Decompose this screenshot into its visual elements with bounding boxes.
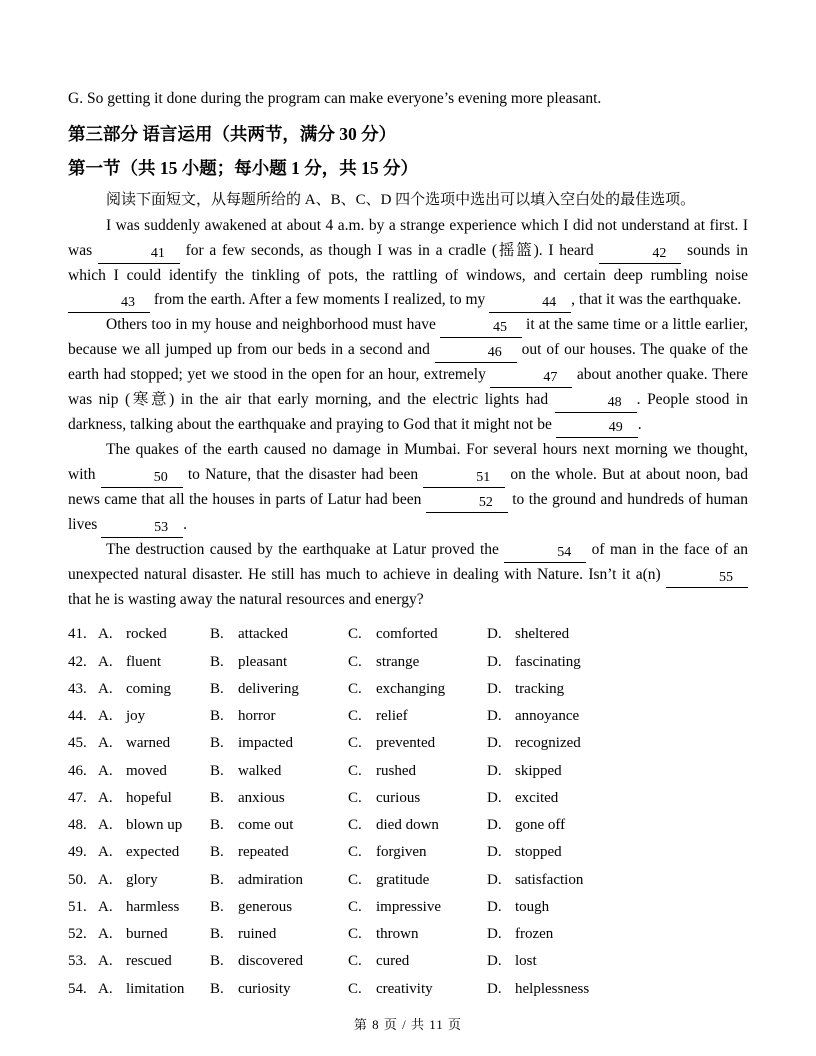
cloze-blank-45: 45 [440,320,522,338]
option-54-B [210,976,348,1003]
option-42-D [487,649,748,676]
option-letter: C. [348,680,362,697]
option-text: repeated [238,844,289,861]
option-49-D [487,839,748,866]
option-letter: D. [487,708,502,725]
option-letter: B. [210,708,224,725]
option-letter: C. [348,898,362,915]
option-row-51 [68,894,748,921]
option-row-45 [68,730,748,757]
option-letter: C. [348,789,362,806]
option-51-C [348,894,487,921]
option-52-A [68,921,210,948]
instructions-text: 阅读下面短文，从每题所给的 A、B、C、D 四个选项中选出可以填入空白处的最佳选项。 [106,192,696,208]
option-47-A [68,785,210,812]
passage-paragraph: The quakes of the earth caused no damage in Mumbai. For several hours next morning we thought, with 50 to Nature, that the disaster had been 51 on the whole. But at about noon, bad news came that all the houses in parts of Latur had been 52 to the ground and hundreds of human lives 53 . [68,438,748,538]
option-letter: D. [487,926,502,943]
option-text: walked [238,762,282,779]
option-47-D [487,785,748,812]
option-41-D [487,621,748,648]
option-text: glory [126,871,158,888]
cloze-blank-51: 51 [423,470,505,488]
option-44-A [68,703,210,730]
cloze-blank-42: 42 [599,246,681,264]
option-text: skipped [515,762,562,779]
passage-paragraph: I was suddenly awakened at about 4 a.m. by a strange experience which I did not understand at first. I was 41 for a few seconds, as though I was in a cradle (摇篮). I heard 42 sounds in which I could identify the tinkling of pots, the rattling of windows, and certain deep rumbling noise 43 from the earth. After a few moments I realized, to my 44 , that it was the earthquake. [68,214,748,313]
cloze-passage [68,214,748,612]
option-text: harmless [126,898,180,915]
option-text: generous [238,898,293,915]
option-item-g: G. So getting it done during the program can make everyone’s evening more pleasant. [68,90,602,107]
option-letter: A. [98,871,113,888]
option-41-A [68,621,210,648]
option-text: gone off [515,817,566,834]
option-letter: D. [487,871,502,888]
option-text: rescued [126,953,172,970]
option-letter: A. [98,980,113,997]
option-letter: C. [348,626,362,643]
option-letter: C. [348,653,362,670]
option-51-A [68,894,210,921]
option-text: cured [376,953,410,970]
option-48-A [68,812,210,839]
option-text: blown up [126,817,183,834]
option-48-B [210,812,348,839]
part-heading: 第三部分 语言运用（共两节，满分 30 分） [68,124,397,144]
option-41-C [348,621,487,648]
option-letter: B. [210,953,224,970]
option-text: come out [238,817,294,834]
option-text: satisfaction [515,871,584,888]
question-number: 54. [68,980,87,997]
section-heading: 第一节（共 15 小题；每小题 1 分，共 15 分） [68,158,418,178]
option-letter: A. [98,653,113,670]
option-letter: B. [210,680,224,697]
option-text: warned [126,735,171,752]
option-letter: B. [210,926,224,943]
option-text: tracking [515,680,565,697]
option-letter: C. [348,817,362,834]
question-number: 51. [68,898,87,915]
option-letter: D. [487,980,502,997]
option-letter: C. [348,926,362,943]
option-text: strange [376,653,420,670]
option-text: annoyance [515,708,580,725]
option-letter: A. [98,708,113,725]
option-text: comforted [376,626,438,643]
option-row-54 [68,976,748,1003]
option-letter: D. [487,789,502,806]
option-text: fascinating [515,653,581,670]
option-text: stopped [515,844,562,861]
option-letter: C. [348,953,362,970]
option-text: pleasant [238,653,288,670]
option-50-D [487,867,748,894]
option-letter: B. [210,817,224,834]
option-text: joy [126,708,146,725]
option-text: thrown [376,926,419,943]
cloze-blank-52: 52 [426,495,508,513]
option-text: prevented [376,735,436,752]
option-42-C [348,649,487,676]
option-43-B [210,676,348,703]
option-text: exchanging [376,680,446,697]
option-text: died down [376,817,439,834]
option-text: anxious [238,789,285,806]
option-letter: A. [98,735,113,752]
option-54-A [68,976,210,1003]
option-49-B [210,839,348,866]
question-number: 41. [68,626,87,643]
option-letter: A. [98,680,113,697]
page-number-footer: 第 8 页 / 共 11 页 [353,1016,463,1032]
option-text: hopeful [126,789,172,806]
cloze-blank-54: 54 [504,545,586,563]
option-43-C [348,676,487,703]
option-41-B [210,621,348,648]
option-text: limitation [126,980,185,997]
option-letter: D. [487,653,502,670]
question-number: 50. [68,871,87,888]
option-42-B [210,649,348,676]
option-51-D [487,894,748,921]
option-letter: B. [210,844,224,861]
option-letter: C. [348,708,362,725]
option-letter: D. [487,844,502,861]
option-43-A [68,676,210,703]
option-letter: D. [487,762,502,779]
option-46-A [68,758,210,785]
passage-paragraph: Others too in my house and neighborhood must have 45 it at the same time or a little earlier, because we all jumped up from our beds in a second and 46 out of our houses. The quake of the earth had stopped; yet we stood in the open for an hour, extremely 47 about another quake. There was nip (寒意) in the air that early morning, and the electric lights had 48 . People stood in darkness, talking about the earthquake and praying to God that it might not be 49 . [68,313,748,438]
cloze-blank-43: 43 [68,295,150,313]
option-text: discovered [238,953,303,970]
option-text: sheltered [515,626,570,643]
option-letter: C. [348,844,362,861]
option-text: curious [376,789,421,806]
option-text: expected [126,844,180,861]
option-letter: B. [210,871,224,888]
option-text: horror [238,708,276,725]
option-letter: A. [98,789,113,806]
option-row-43 [68,676,748,703]
option-47-C [348,785,487,812]
option-letter: A. [98,844,113,861]
option-letter: B. [210,898,224,915]
option-text: delivering [238,680,299,697]
option-46-D [487,758,748,785]
passage-paragraph: The destruction caused by the earthquake at Latur proved the 54 of man in the face of an unexpected natural disaster. He still has much to achieve in dealing with Nature. Isn’t it a(n) 55 that he is wasting away the natural resources and energy? [68,540,748,608]
option-letter: C. [348,735,362,752]
option-text: admiration [238,871,303,888]
option-48-D [487,812,748,839]
option-text: rocked [126,626,167,643]
question-number: 43. [68,680,87,697]
question-number: 46. [68,762,87,779]
option-row-44 [68,703,748,730]
option-42-A [68,649,210,676]
option-49-C [348,839,487,866]
question-number: 48. [68,817,87,834]
option-letter: D. [487,680,502,697]
question-number: 53. [68,953,87,970]
option-text: coming [126,680,171,697]
option-text: excited [515,789,559,806]
option-52-D [487,921,748,948]
option-45-C [348,730,487,757]
option-48-C [348,812,487,839]
cloze-blank-47: 47 [490,370,572,388]
option-text: attacked [238,626,288,643]
option-text: impacted [238,735,293,752]
option-49-A [68,839,210,866]
option-52-B [210,921,348,948]
option-letter: B. [210,980,224,997]
option-letter: C. [348,871,362,888]
option-53-D [487,948,748,975]
option-letter: A. [98,762,113,779]
option-45-B [210,730,348,757]
options-table [68,621,748,1003]
option-text: frozen [515,926,554,943]
option-letter: D. [487,626,502,643]
option-44-B [210,703,348,730]
cloze-blank-55: 55 [666,570,748,588]
option-text: moved [126,762,167,779]
option-text: fluent [126,653,161,670]
cloze-blank-50: 50 [101,470,183,488]
option-letter: D. [487,817,502,834]
option-row-52 [68,921,748,948]
option-text: curiosity [238,980,291,997]
option-54-C [348,976,487,1003]
option-53-C [348,948,487,975]
option-letter: B. [210,762,224,779]
question-number: 44. [68,708,87,725]
option-row-48 [68,812,748,839]
option-53-A [68,948,210,975]
option-51-B [210,894,348,921]
option-letter: A. [98,926,113,943]
option-text: relief [376,708,408,725]
option-46-C [348,758,487,785]
option-row-49 [68,839,748,866]
option-text: lost [515,953,537,970]
option-44-C [348,703,487,730]
option-letter: B. [210,735,224,752]
option-text: recognized [515,735,581,752]
option-letter: C. [348,762,362,779]
option-53-B [210,948,348,975]
option-text: creativity [376,980,433,997]
option-row-53 [68,948,748,975]
option-46-B [210,758,348,785]
option-text: forgiven [376,844,427,861]
option-letter: D. [487,953,502,970]
question-number: 42. [68,653,87,670]
option-letter: A. [98,817,113,834]
option-letter: B. [210,626,224,643]
option-45-D [487,730,748,757]
option-47-B [210,785,348,812]
cloze-blank-48: 48 [555,395,637,413]
option-letter: B. [210,653,224,670]
option-letter: C. [348,980,362,997]
cloze-blank-41: 41 [98,246,180,264]
question-number: 47. [68,789,87,806]
option-44-D [487,703,748,730]
option-text: tough [515,898,550,915]
cloze-blank-49: 49 [556,420,638,438]
option-row-42 [68,649,748,676]
option-text: helplessness [515,980,590,997]
option-52-C [348,921,487,948]
option-letter: B. [210,789,224,806]
cloze-blank-53: 53 [101,520,183,538]
option-row-47 [68,785,748,812]
option-letter: A. [98,626,113,643]
question-number: 45. [68,735,87,752]
cloze-blank-44: 44 [489,295,571,313]
option-text: impressive [376,898,441,915]
option-text: gratitude [376,871,430,888]
option-50-B [210,867,348,894]
question-number: 49. [68,844,87,861]
option-43-D [487,676,748,703]
option-letter: A. [98,953,113,970]
option-54-D [487,976,748,1003]
option-row-46 [68,758,748,785]
option-letter: A. [98,898,113,915]
option-50-C [348,867,487,894]
option-row-50 [68,867,748,894]
option-text: rushed [376,762,416,779]
option-letter: D. [487,735,502,752]
option-row-41 [68,621,748,648]
option-text: burned [126,926,168,943]
cloze-blank-46: 46 [435,345,517,363]
option-50-A [68,867,210,894]
option-45-A [68,730,210,757]
question-number: 52. [68,926,87,943]
option-text: ruined [238,926,277,943]
option-letter: D. [487,898,502,915]
